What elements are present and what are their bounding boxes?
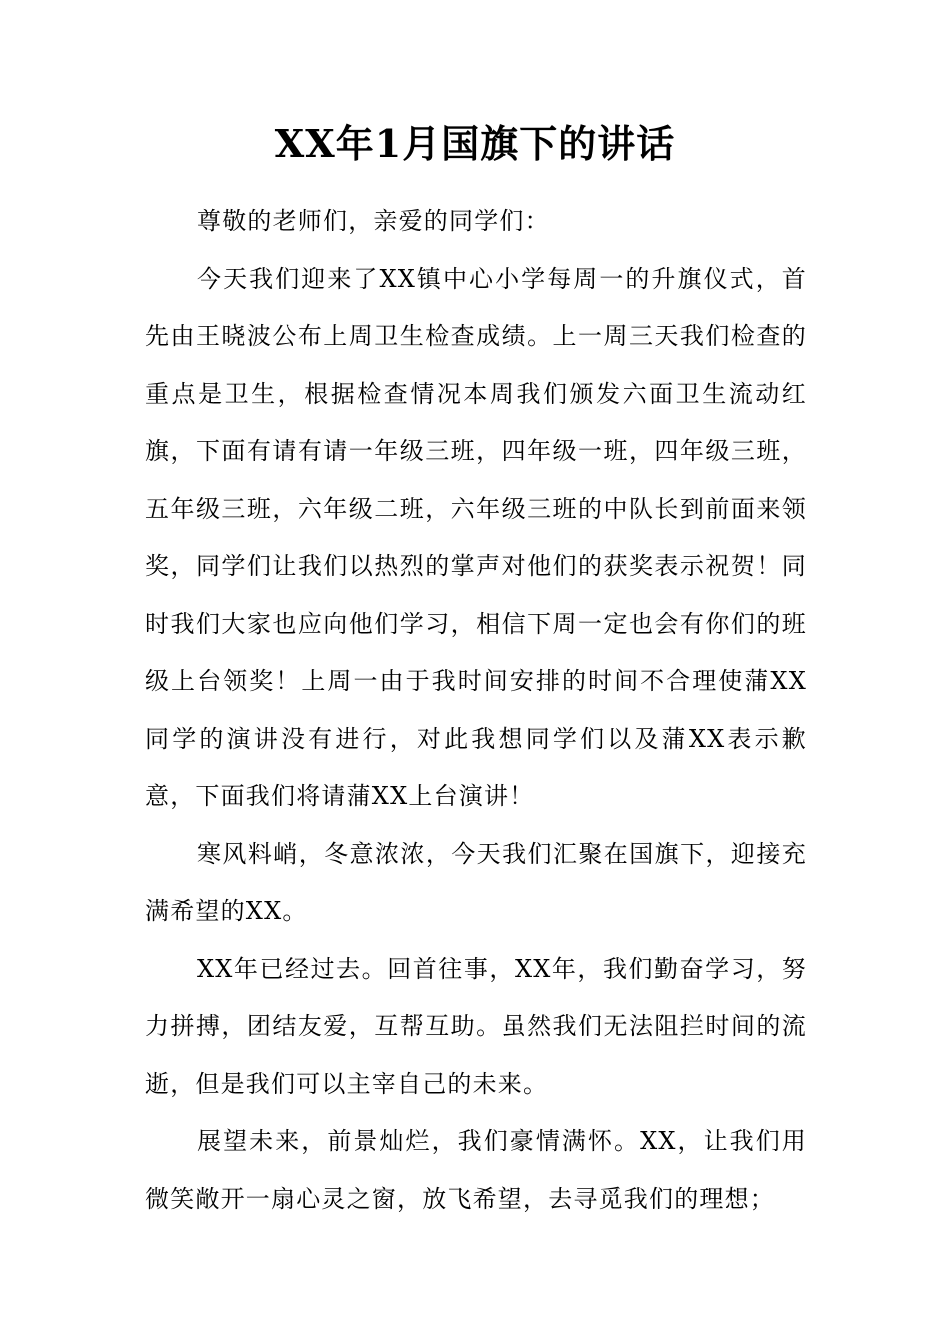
document-body	[145, 193, 807, 1228]
paragraph-2: 寒风料峭，冬意浓浓，今天我们汇聚在国旗下，迎接充满希望的XX。	[145, 839, 807, 925]
paragraph-3: XX年已经过去。回首往事，XX年，我们勤奋学习，努力拼搏，团结友爱，互帮互助。虽然我们无法阻拦时间的流逝，但是我们可以主宰自己的未来。	[145, 954, 807, 1098]
paragraph-1: 今天我们迎来了XX镇中心小学每周一的升旗仪式，首先由王晓波公布上周卫生检查成绩。上一周三天我们检查的重点是卫生，根据检查情况本周我们颁发六面卫生流动红旗，下面有请有请一年级三班，四年级一班，四年级三班，五年级三班，六年级二班，六年级三班的中队长到前面来领奖，同学们让我们以热烈的掌声对他们的获奖表示祝贺！同时我们大家也应向他们学习，相信下周一定也会有你们的班级上台领奖！上周一由于我时间安排的时间不合理使蒲XX同学的演讲没有进行，对此我想同学们以及蒲XX表示歉意，下面我们将请蒲XX上台演讲！	[145, 264, 807, 810]
document-title: XX年1月国旗下的讲话	[274, 121, 676, 166]
paragraph-4: 展望未来，前景灿烂，我们豪情满怀。XX，让我们用微笑敞开一扇心灵之窗，放飞希望，去寻觅我们的理想；	[145, 1127, 807, 1213]
salutation: 尊敬的老师们，亲爱的同学们：	[197, 207, 550, 235]
